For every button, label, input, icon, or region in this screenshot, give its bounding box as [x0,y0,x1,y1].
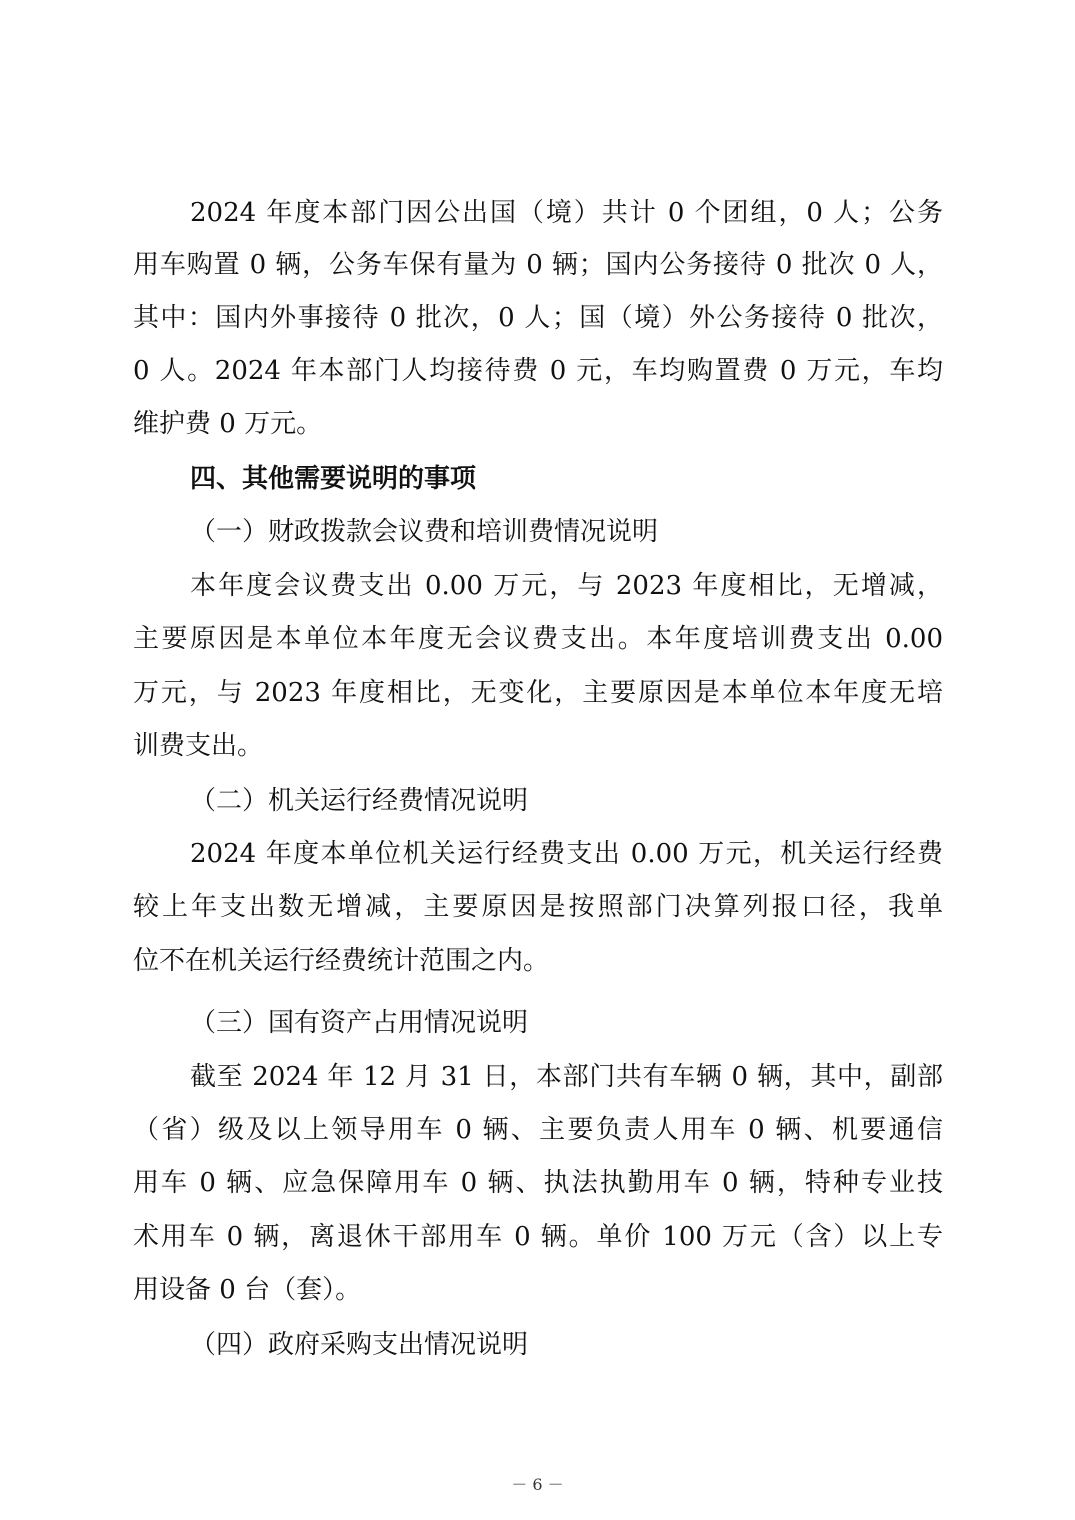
paragraph-line: 截至 2024 年 12 月 31 日，本部门共有车辆 0 辆，其中，副部 [190,1062,943,1092]
paragraph-line: 训费支出。 [133,731,264,761]
page-number: － 6 － [511,1475,564,1494]
paragraph-line: 万元，与 2023 年度相比，无变化，主要原因是本单位本年度无培 [133,678,943,708]
paragraph-line: 用车购置 0 辆，公务车保有量为 0 辆；国内公务接待 0 批次 0 人， [133,250,943,280]
paragraph-line: 本年度会议费支出 0.00 万元，与 2023 年度相比，无增减， [190,571,943,601]
paragraph-line: 用设备 0 台（套）。 [133,1275,362,1305]
paragraph-line: 用车 0 辆、应急保障用车 0 辆、执法执勤用车 0 辆，特种专业技 [133,1168,943,1198]
section-heading: 四、其他需要说明的事项 [190,464,477,494]
subsection-title: （一）财政拨款会议费和培训费情况说明 [190,517,659,547]
subsection-title: （三）国有资产占用情况说明 [190,1008,529,1038]
paragraph-line: （省）级及以上领导用车 0 辆、主要负责人用车 0 辆、机要通信 [133,1115,943,1145]
paragraph-line: 维护费 0 万元。 [133,409,323,439]
subsection-title: （四）政府采购支出情况说明 [190,1330,529,1360]
paragraph-line: 术用车 0 辆，离退休干部用车 0 辆。单价 100 万元（含）以上专 [133,1222,943,1252]
paragraph-line: 2024 年度本部门因公出国（境）共计 0 个团组，0 人；公务 [190,198,943,228]
paragraph-line: 0 人。2024 年本部门人均接待费 0 元，车均购置费 0 万元，车均 [133,356,943,386]
paragraph-line: 主要原因是本单位本年度无会议费支出。本年度培训费支出 0.00 [133,624,943,654]
paragraph-line: 较上年支出数无增减，主要原因是按照部门决算列报口径，我单 [133,892,943,922]
paragraph-line: 2024 年度本单位机关运行经费支出 0.00 万元，机关运行经费 [190,839,943,869]
paragraph-line: 其中：国内外事接待 0 批次，0 人；国（境）外公务接待 0 批次， [133,303,943,333]
paragraph-line: 位不在机关运行经费统计范围之内。 [133,946,550,976]
subsection-title: （二）机关运行经费情况说明 [190,786,529,816]
